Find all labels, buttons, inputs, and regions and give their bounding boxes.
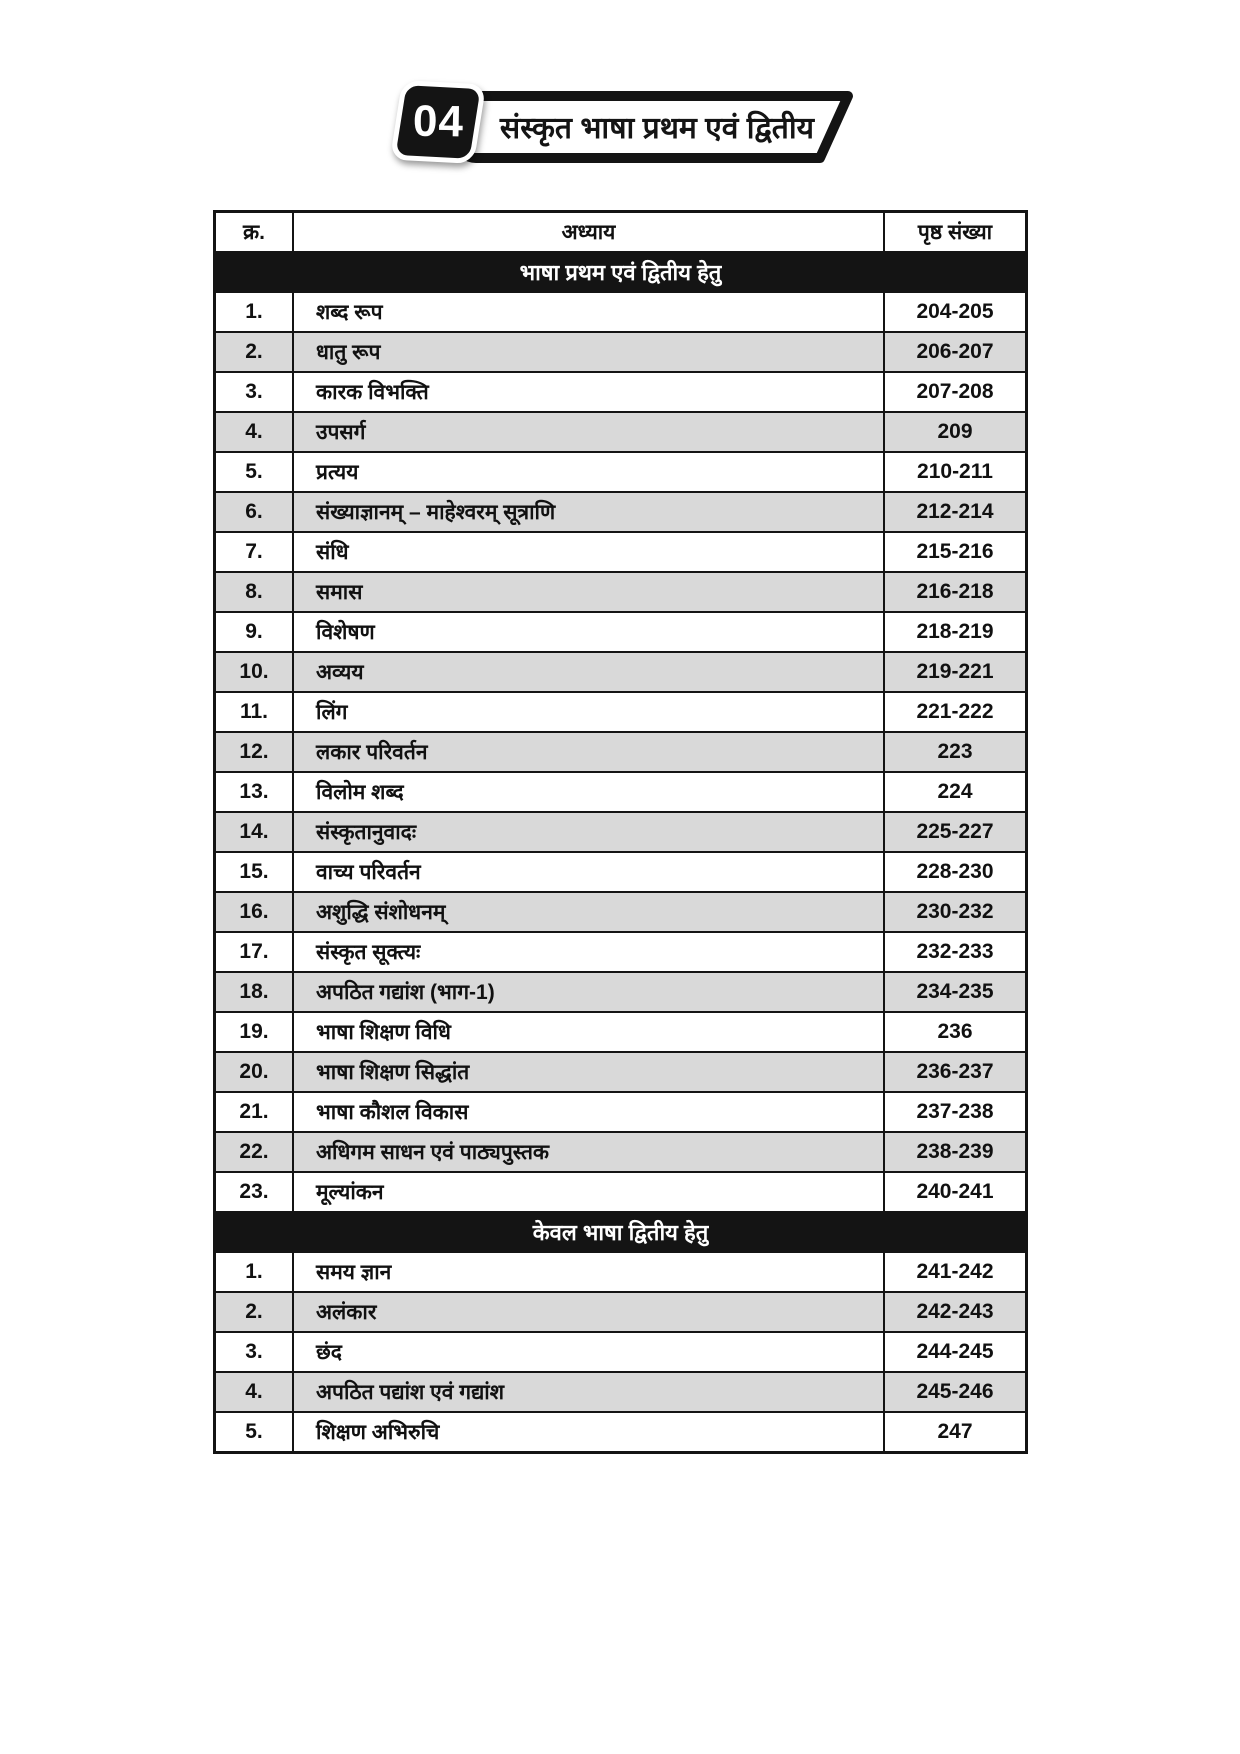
pages-cell: 225-227 <box>916 820 994 843</box>
chapter-cell: अव्यय <box>294 653 885 691</box>
pages-cell: 223 <box>937 740 973 763</box>
chapter-cell: अधिगम साधन एवं पाठ्यपुस्तक <box>294 1133 885 1171</box>
chapter-cell: भाषा शिक्षण सिद्धांत <box>294 1053 885 1091</box>
serial-cell: 22. <box>216 1133 294 1171</box>
pages-cell: 216-218 <box>916 580 994 603</box>
pages-cell: 221-222 <box>916 700 994 723</box>
serial-cell: 20. <box>216 1053 294 1091</box>
toc-row <box>216 333 1025 373</box>
toc-table <box>213 210 1028 1454</box>
toc-row <box>216 613 1025 653</box>
chapter-cell: छंद <box>294 1333 885 1371</box>
toc-row <box>216 653 1025 693</box>
chapter-cell: कारक विभक्ति <box>294 373 885 411</box>
toc-row <box>216 933 1025 973</box>
serial-cell: 11. <box>216 693 294 731</box>
chapter-cell: मूल्यांकन <box>294 1173 885 1211</box>
pages-cell: 218-219 <box>916 620 994 643</box>
toc-row <box>216 813 1025 853</box>
toc-row <box>216 1413 1025 1451</box>
toc-row <box>216 1373 1025 1413</box>
pages-cell: 206-207 <box>916 340 994 363</box>
table-body <box>216 253 1025 1451</box>
column-header-chapter: अध्याय <box>294 213 885 251</box>
pages-cell: 204-205 <box>916 300 994 323</box>
toc-row <box>216 693 1025 733</box>
chapter-cell: समय ज्ञान <box>294 1253 885 1291</box>
pages-cell: 242-243 <box>916 1300 994 1323</box>
toc-row <box>216 1093 1025 1133</box>
section-banner <box>216 1213 1025 1253</box>
toc-row <box>216 773 1025 813</box>
serial-cell: 16. <box>216 893 294 931</box>
chapter-cell: संस्कृत सूक्त्यः <box>294 933 885 971</box>
chapter-cell: अपठित पद्यांश एवं गद्यांश <box>294 1373 885 1411</box>
chapter-number: 04 <box>412 96 464 147</box>
pages-cell: 212-214 <box>916 500 994 523</box>
pages-cell: 245-246 <box>916 1380 994 1403</box>
chapter-cell: उपसर्ग <box>294 413 885 451</box>
toc-row <box>216 413 1025 453</box>
serial-cell: 3. <box>216 373 294 411</box>
toc-row <box>216 973 1025 1013</box>
serial-cell: 2. <box>216 1293 294 1331</box>
chapter-cell: विशेषण <box>294 613 885 651</box>
toc-row <box>216 293 1025 333</box>
toc-row <box>216 1013 1025 1053</box>
toc-row <box>216 453 1025 493</box>
chapter-cell: समास <box>294 573 885 611</box>
serial-cell: 4. <box>216 1373 294 1411</box>
serial-cell: 5. <box>216 453 294 491</box>
serial-cell: 12. <box>216 733 294 771</box>
pages-cell: 234-235 <box>916 980 994 1003</box>
toc-row <box>216 1253 1025 1293</box>
pages-cell: 209 <box>937 420 973 443</box>
chapter-cell: भाषा कौशल विकास <box>294 1093 885 1131</box>
pages-cell: 244-245 <box>916 1340 994 1363</box>
toc-row <box>216 853 1025 893</box>
toc-row <box>216 1133 1025 1173</box>
toc-row <box>216 373 1025 413</box>
toc-row <box>216 533 1025 573</box>
column-header-serial: क्र. <box>216 213 294 251</box>
chapter-cell: अशुद्धि संशोधनम् <box>294 893 885 931</box>
chapter-cell: भाषा शिक्षण विधि <box>294 1013 885 1051</box>
pages-cell: 224 <box>937 780 973 803</box>
pages-cell: 236-237 <box>916 1060 994 1083</box>
serial-cell: 1. <box>216 293 294 331</box>
pages-cell: 230-232 <box>916 900 994 923</box>
serial-cell: 13. <box>216 773 294 811</box>
toc-row <box>216 573 1025 613</box>
section-banner-title: केवल भाषा द्वितीय हेतु <box>532 1220 709 1245</box>
chapter-cell: वाच्य परिवर्तन <box>294 853 885 891</box>
pages-cell: 238-239 <box>916 1140 994 1163</box>
toc-row <box>216 1053 1025 1093</box>
toc-row <box>216 893 1025 933</box>
chapter-cell: लकार परिवर्तन <box>294 733 885 771</box>
chapter-number-badge <box>390 80 486 164</box>
serial-cell: 2. <box>216 333 294 371</box>
pages-cell: 241-242 <box>916 1260 994 1283</box>
toc-row <box>216 1173 1025 1213</box>
chapter-cell: प्रत्यय <box>294 453 885 491</box>
chapter-title: संस्कृत भाषा प्रथम एवं द्वितीय <box>499 111 815 145</box>
pages-cell: 210-211 <box>917 460 993 483</box>
serial-cell: 23. <box>216 1173 294 1211</box>
table-header-row <box>216 213 1025 253</box>
chapter-cell: अलंकार <box>294 1293 885 1331</box>
chapter-cell: संधि <box>294 533 885 571</box>
serial-cell: 15. <box>216 853 294 891</box>
serial-cell: 1. <box>216 1253 294 1291</box>
section-banner <box>216 253 1025 293</box>
serial-cell: 7. <box>216 533 294 571</box>
serial-cell: 4. <box>216 413 294 451</box>
column-header-pages: पृष्ठ संख्या <box>917 221 993 244</box>
serial-cell: 10. <box>216 653 294 691</box>
serial-cell: 5. <box>216 1413 294 1451</box>
toc-row <box>216 493 1025 533</box>
chapter-cell: शब्द रूप <box>294 293 885 331</box>
pages-cell: 240-241 <box>916 1180 994 1203</box>
pages-cell: 219-221 <box>916 660 994 683</box>
toc-row <box>216 1333 1025 1373</box>
serial-cell: 18. <box>216 973 294 1011</box>
serial-cell: 17. <box>216 933 294 971</box>
pages-cell: 247 <box>937 1420 973 1443</box>
pages-cell: 215-216 <box>916 540 994 563</box>
serial-cell: 14. <box>216 813 294 851</box>
toc-row <box>216 1293 1025 1333</box>
chapter-cell: शिक्षण अभिरुचि <box>294 1413 885 1451</box>
pages-cell: 228-230 <box>916 860 994 883</box>
pages-cell: 236 <box>937 1020 973 1043</box>
chapter-cell: संस्कृतानुवादः <box>294 813 885 851</box>
serial-cell: 8. <box>216 573 294 611</box>
serial-cell: 6. <box>216 493 294 531</box>
serial-cell: 9. <box>216 613 294 651</box>
toc-row <box>216 733 1025 773</box>
chapter-cell: धातु रूप <box>294 333 885 371</box>
chapter-cell: विलोम शब्द <box>294 773 885 811</box>
chapter-header <box>396 80 866 176</box>
chapter-cell: संख्याज्ञानम् – माहेश्वरम् सूत्राणि <box>294 493 885 531</box>
serial-cell: 21. <box>216 1093 294 1131</box>
chapter-cell: अपठित गद्यांश (भाग-1) <box>294 973 885 1011</box>
section-banner-title: भाषा प्रथम एवं द्वितीय हेतु <box>519 260 722 285</box>
pages-cell: 237-238 <box>916 1100 994 1123</box>
pages-cell: 232-233 <box>916 940 994 963</box>
chapter-cell: लिंग <box>294 693 885 731</box>
pages-cell: 207-208 <box>916 380 994 403</box>
serial-cell: 19. <box>216 1013 294 1051</box>
serial-cell: 3. <box>216 1333 294 1371</box>
